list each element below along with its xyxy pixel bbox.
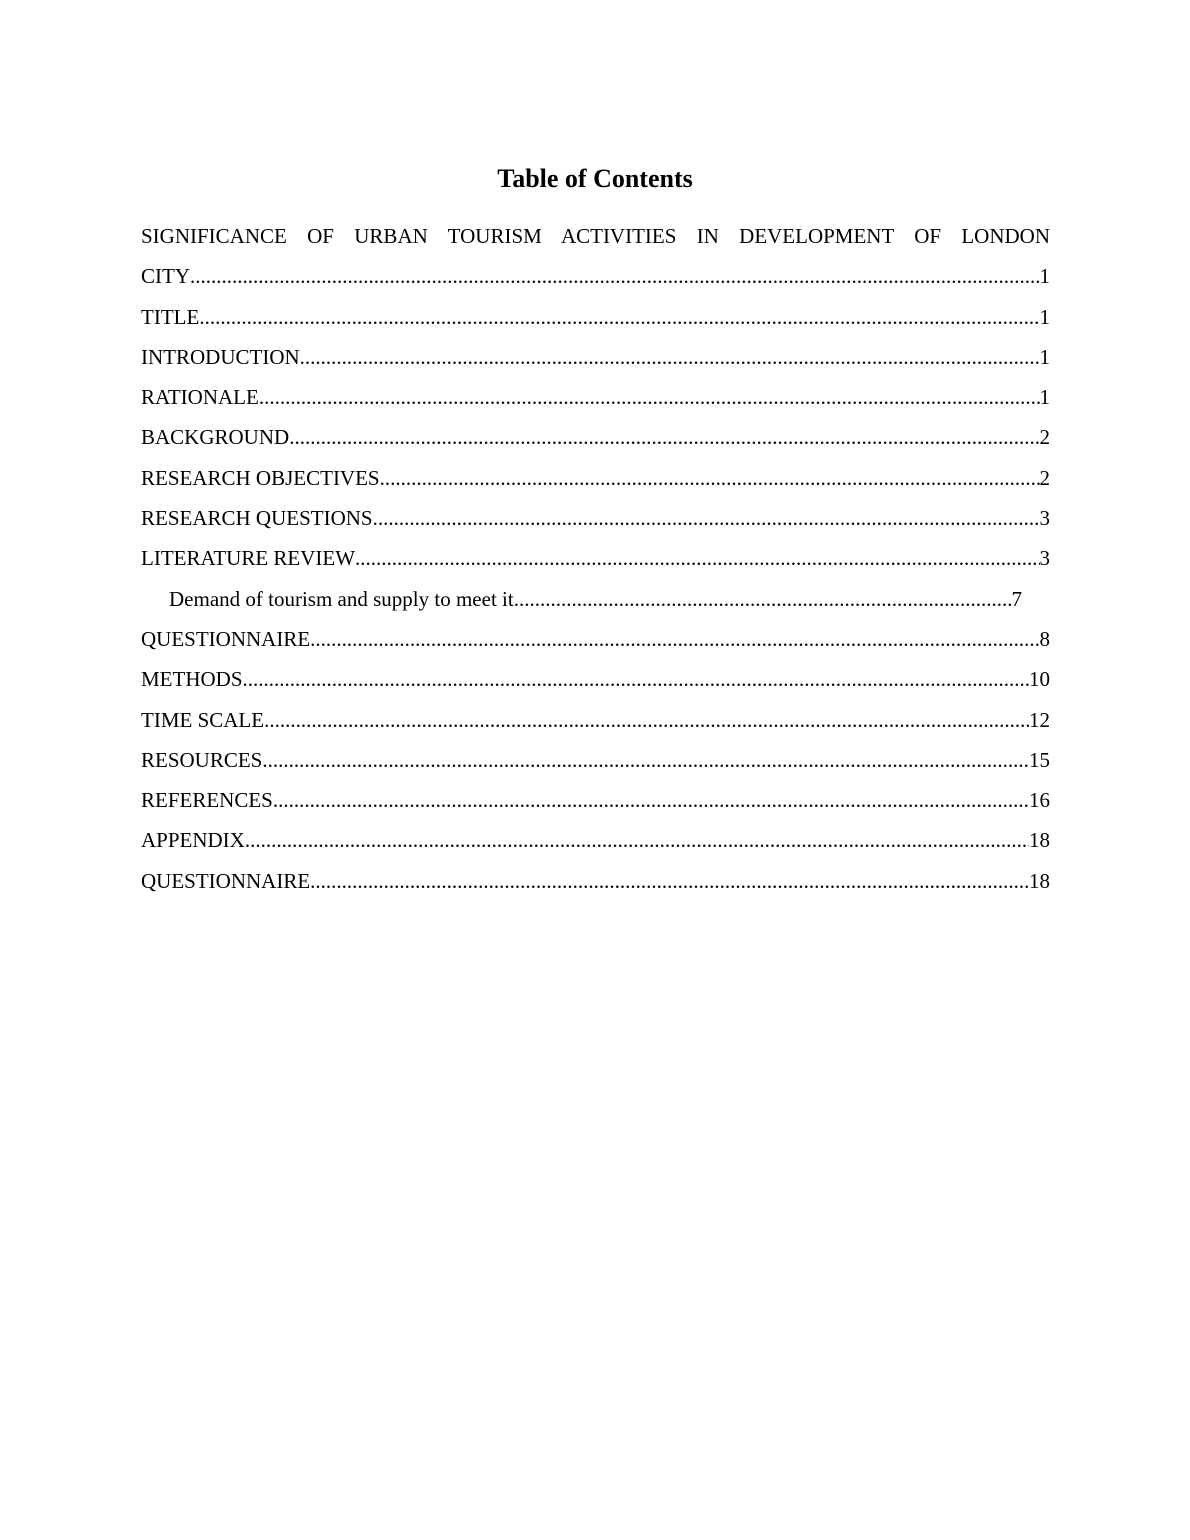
toc-list	[141, 216, 1050, 901]
toc-entry-label: QUESTIONNAIRE	[141, 626, 311, 651]
toc-entry-page: 2	[1039, 465, 1050, 490]
toc-entry-continuation	[141, 256, 1050, 296]
toc-entry-page: 1	[1039, 385, 1050, 410]
toc-entry-label: TITLE	[141, 304, 200, 329]
toc-entry-label: INTRODUCTION	[141, 344, 300, 369]
dot-leader	[380, 458, 1040, 498]
dot-leader	[273, 780, 1029, 820]
toc-entry-page: 1	[1039, 264, 1050, 289]
toc-entry-page: 1	[1039, 304, 1050, 329]
toc-title: Table of Contents	[497, 164, 693, 193]
dot-leader	[514, 579, 1012, 619]
toc-entry-literature-review[interactable]	[141, 538, 1050, 578]
toc-entry-page: 12	[1029, 707, 1050, 732]
toc-entry-questionnaire-appendix[interactable]	[141, 861, 1050, 901]
toc-entry-methods[interactable]	[141, 659, 1050, 699]
toc-entry-background[interactable]	[141, 417, 1050, 457]
toc-entry-label: METHODS	[141, 667, 243, 692]
dot-leader	[300, 337, 1040, 377]
toc-entry-page: 8	[1039, 626, 1050, 651]
toc-entry-title[interactable]	[141, 297, 1050, 337]
dot-leader	[289, 417, 1039, 457]
toc-subentry-demand-of-tourism[interactable]	[141, 579, 1022, 619]
toc-entry-label: REFERENCES	[141, 788, 273, 813]
toc-entry-page: 7	[1011, 586, 1022, 611]
toc-entry-label: RESOURCES	[141, 747, 263, 772]
toc-entry-page: 18	[1029, 868, 1050, 893]
toc-entry-label: TIME SCALE	[141, 707, 265, 732]
toc-entry-page: 15	[1029, 747, 1050, 772]
toc-entry-introduction[interactable]	[141, 337, 1050, 377]
toc-entry-label: RESEARCH OBJECTIVES	[141, 465, 380, 490]
dot-leader	[355, 538, 1039, 578]
toc-entry-page: 2	[1039, 425, 1050, 450]
dot-leader	[262, 740, 1029, 780]
dot-leader	[310, 619, 1039, 659]
toc-entry-resources[interactable]	[141, 740, 1050, 780]
dot-leader	[264, 700, 1029, 740]
toc-entry-research-questions[interactable]	[141, 498, 1050, 538]
dot-leader	[373, 498, 1040, 538]
toc-entry-label: BACKGROUND	[141, 425, 290, 450]
toc-entry-page: 3	[1039, 506, 1050, 531]
dot-leader	[199, 297, 1039, 337]
toc-entry-page: 18	[1029, 828, 1050, 853]
toc-entry-label: LITERATURE REVIEW	[141, 546, 356, 571]
toc-entry-label: RESEARCH QUESTIONS	[141, 506, 373, 531]
toc-entry-page: 10	[1029, 667, 1050, 692]
toc-entry-label: CITY	[141, 264, 190, 289]
toc-entry-significance[interactable]	[141, 216, 1050, 297]
dot-leader	[259, 377, 1040, 417]
dot-leader	[310, 861, 1029, 901]
toc-entry-page: 3	[1039, 546, 1050, 571]
toc-entry-label: Demand of tourism and supply to meet it	[169, 586, 514, 611]
dot-leader	[190, 256, 1040, 296]
dot-leader	[243, 659, 1029, 699]
toc-entry-research-objectives[interactable]	[141, 458, 1050, 498]
toc-entry-time-scale[interactable]	[141, 700, 1050, 740]
toc-entry-references[interactable]	[141, 780, 1050, 820]
toc-entry-rationale[interactable]	[141, 377, 1050, 417]
toc-entry-label: QUESTIONNAIRE	[141, 868, 311, 893]
toc-entry-page: 1	[1039, 344, 1050, 369]
toc-entry-page: 16	[1029, 788, 1050, 813]
dot-leader	[245, 820, 1029, 860]
toc-entry-label: RATIONALE	[141, 385, 259, 410]
toc-entry-appendix[interactable]	[141, 820, 1050, 860]
toc-entry-questionnaire[interactable]	[141, 619, 1050, 659]
toc-entry-label: APPENDIX	[141, 828, 245, 853]
toc-entry-label-line1: SIGNIFICANCE OF URBAN TOURISM ACTIVITIES IN DEVELOPMENT OF LONDON	[141, 224, 1050, 248]
